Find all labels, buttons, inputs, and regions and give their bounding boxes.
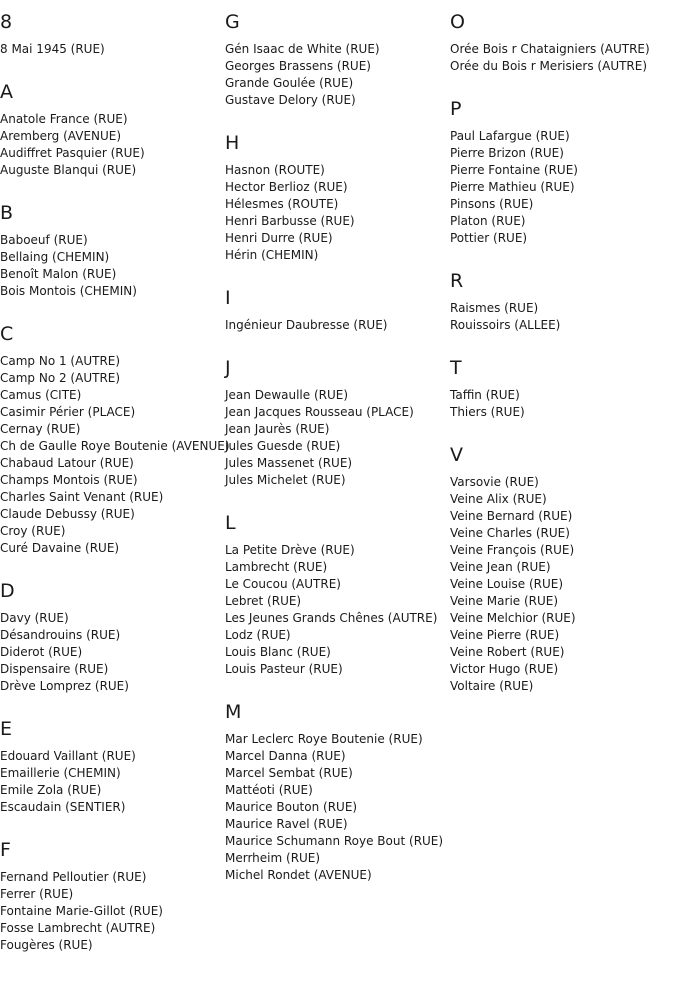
letter-heading: P bbox=[450, 98, 462, 120]
street-link[interactable]: Henri Durre (RUE) bbox=[225, 231, 333, 245]
street-link[interactable]: Michel Rondet (AVENUE) bbox=[225, 868, 372, 882]
street-link[interactable]: Davy (RUE) bbox=[0, 611, 69, 625]
letter-heading: O bbox=[450, 11, 465, 33]
letter-heading: A bbox=[0, 81, 13, 103]
street-link[interactable]: Diderot (RUE) bbox=[0, 645, 83, 659]
street-link[interactable]: Fontaine Marie-Gillot (RUE) bbox=[0, 904, 163, 918]
street-link[interactable]: Ch de Gaulle Roye Boutenie (AVENUE) bbox=[0, 439, 230, 453]
letter-group bbox=[0, 839, 225, 954]
street-link[interactable]: Veine Pierre (RUE) bbox=[450, 628, 560, 642]
street-link[interactable]: Hérin (CHEMIN) bbox=[225, 248, 319, 262]
letter-group bbox=[0, 11, 225, 58]
letter-group bbox=[225, 512, 450, 678]
letter-heading: G bbox=[225, 11, 240, 33]
letter-group bbox=[225, 287, 450, 334]
street-link[interactable]: Pottier (RUE) bbox=[450, 231, 528, 245]
street-link[interactable]: La Petite Drève (RUE) bbox=[225, 543, 355, 557]
street-link[interactable]: Jules Michelet (RUE) bbox=[225, 473, 346, 487]
letter-heading: H bbox=[225, 132, 240, 154]
street-link[interactable]: Champs Montois (RUE) bbox=[0, 473, 138, 487]
letter-group bbox=[450, 270, 675, 334]
street-link[interactable]: Varsovie (RUE) bbox=[450, 475, 539, 489]
street-link[interactable]: Le Coucou (AUTRE) bbox=[225, 577, 341, 591]
street-link[interactable]: Emile Zola (RUE) bbox=[0, 783, 102, 797]
street-link[interactable]: Les Jeunes Grands Chênes (AUTRE) bbox=[225, 611, 438, 625]
street-link[interactable]: Lebret (RUE) bbox=[225, 594, 302, 608]
street-link[interactable]: Emaillerie (CHEMIN) bbox=[0, 766, 121, 780]
street-link[interactable]: Bois Montois (CHEMIN) bbox=[0, 284, 137, 298]
letter-group bbox=[0, 323, 230, 557]
street-link[interactable]: Anatole France (RUE) bbox=[0, 112, 128, 126]
street-link[interactable]: Veine Bernard (RUE) bbox=[450, 509, 573, 523]
letter-heading: L bbox=[225, 512, 236, 534]
street-link[interactable]: Baboeuf (RUE) bbox=[0, 233, 88, 247]
street-link[interactable]: Jules Guesde (RUE) bbox=[225, 439, 341, 453]
letter-group bbox=[0, 718, 225, 816]
street-index-column-2 bbox=[225, 11, 450, 907]
letter-group bbox=[450, 11, 675, 75]
street-link[interactable]: Claude Debussy (RUE) bbox=[0, 507, 135, 521]
letter-heading: E bbox=[0, 718, 13, 740]
letter-group bbox=[0, 81, 225, 179]
street-link[interactable]: Cernay (RUE) bbox=[0, 422, 81, 436]
street-link[interactable]: Georges Brassens (RUE) bbox=[225, 59, 371, 73]
letter-group bbox=[450, 98, 675, 247]
letter-heading: M bbox=[225, 701, 242, 723]
letter-heading: F bbox=[0, 839, 11, 861]
letter-heading: V bbox=[450, 444, 463, 466]
street-link[interactable]: Jean Jaurès (RUE) bbox=[225, 422, 330, 436]
street-link[interactable]: Maurice Bouton (RUE) bbox=[225, 800, 358, 814]
street-link[interactable]: Jean Jacques Rousseau (PLACE) bbox=[225, 405, 414, 419]
letter-group bbox=[450, 444, 675, 695]
street-link[interactable]: Fernand Pelloutier (RUE) bbox=[0, 870, 147, 884]
street-link[interactable]: Veine Alix (RUE) bbox=[450, 492, 547, 506]
street-link[interactable]: Voltaire (RUE) bbox=[450, 679, 534, 693]
letter-group bbox=[225, 357, 450, 489]
street-link[interactable]: Hector Berlioz (RUE) bbox=[225, 180, 348, 194]
letter-group bbox=[225, 11, 450, 109]
street-link[interactable]: Ferrer (RUE) bbox=[0, 887, 74, 901]
street-link[interactable]: Camp No 2 (AUTRE) bbox=[0, 371, 121, 385]
street-link[interactable]: Pierre Fontaine (RUE) bbox=[450, 163, 578, 177]
street-link[interactable]: Curé Davaine (RUE) bbox=[0, 541, 120, 555]
street-link[interactable]: Ingénieur Daubresse (RUE) bbox=[225, 318, 388, 332]
letter-heading: B bbox=[0, 202, 14, 224]
street-link[interactable]: Pinsons (RUE) bbox=[450, 197, 534, 211]
street-link[interactable]: Aremberg (AVENUE) bbox=[0, 129, 122, 143]
letter-heading: R bbox=[450, 270, 464, 292]
street-link[interactable]: Gén Isaac de White (RUE) bbox=[225, 42, 380, 56]
street-link[interactable]: Auguste Blanqui (RUE) bbox=[0, 163, 137, 177]
street-link[interactable]: Charles Saint Venant (RUE) bbox=[0, 490, 164, 504]
street-link[interactable]: Gustave Delory (RUE) bbox=[225, 93, 356, 107]
letter-group bbox=[225, 132, 450, 264]
street-link[interactable]: Victor Hugo (RUE) bbox=[450, 662, 559, 676]
letter-heading: 8 bbox=[0, 11, 13, 33]
letter-heading: T bbox=[450, 357, 462, 379]
street-link[interactable]: Drève Lomprez (RUE) bbox=[0, 679, 129, 693]
street-link[interactable]: Lambrecht (RUE) bbox=[225, 560, 328, 574]
street-link[interactable]: Thiers (RUE) bbox=[450, 405, 525, 419]
street-link[interactable]: Marcel Danna (RUE) bbox=[225, 749, 346, 763]
street-link[interactable]: Merrheim (RUE) bbox=[225, 851, 321, 865]
letter-group bbox=[0, 202, 225, 300]
street-link[interactable]: Veine Robert (RUE) bbox=[450, 645, 565, 659]
letter-group bbox=[0, 580, 225, 695]
street-link[interactable]: Dispensaire (RUE) bbox=[0, 662, 109, 676]
street-link[interactable]: Veine Marie (RUE) bbox=[450, 594, 559, 608]
street-link[interactable]: Louis Blanc (RUE) bbox=[225, 645, 331, 659]
street-link[interactable]: Audiffret Pasquier (RUE) bbox=[0, 146, 145, 160]
letter-heading: C bbox=[0, 323, 14, 345]
street-link[interactable]: Croy (RUE) bbox=[0, 524, 66, 538]
street-link[interactable]: Maurice Schumann Roye Bout (RUE) bbox=[225, 834, 444, 848]
street-index-column-1 bbox=[0, 11, 230, 977]
letter-group bbox=[450, 357, 675, 421]
street-link[interactable]: Benoît Malon (RUE) bbox=[0, 267, 117, 281]
street-link[interactable]: Maurice Ravel (RUE) bbox=[225, 817, 348, 831]
street-link[interactable]: Taffin (RUE) bbox=[450, 388, 520, 402]
street-link[interactable]: Pierre Brizon (RUE) bbox=[450, 146, 564, 160]
street-link[interactable]: Louis Pasteur (RUE) bbox=[225, 662, 343, 676]
street-link[interactable]: Veine Jean (RUE) bbox=[450, 560, 551, 574]
street-link[interactable]: Hasnon (ROUTE) bbox=[225, 163, 325, 177]
street-link[interactable]: Grande Goulée (RUE) bbox=[225, 76, 354, 90]
street-link[interactable]: Paul Lafargue (RUE) bbox=[450, 129, 570, 143]
street-link[interactable]: Bellaing (CHEMIN) bbox=[0, 250, 110, 264]
street-link[interactable]: Orée Bois r Chataigniers (AUTRE) bbox=[450, 42, 650, 56]
street-link[interactable]: Orée du Bois r Merisiers (AUTRE) bbox=[450, 59, 648, 73]
street-link[interactable]: Jules Massenet (RUE) bbox=[225, 456, 353, 470]
street-link[interactable]: Désandrouins (RUE) bbox=[0, 628, 121, 642]
street-link[interactable]: Hélesmes (ROUTE) bbox=[225, 197, 339, 211]
street-link[interactable]: Jean Dewaulle (RUE) bbox=[225, 388, 349, 402]
letter-group bbox=[225, 701, 450, 884]
street-index-column-3 bbox=[450, 11, 675, 718]
street-link[interactable]: Veine Louise (RUE) bbox=[450, 577, 564, 591]
street-link[interactable]: Escaudain (SENTIER) bbox=[0, 800, 126, 814]
street-link[interactable]: Rouissoirs (ALLEE) bbox=[450, 318, 561, 332]
street-link[interactable]: Veine Melchior (RUE) bbox=[450, 611, 576, 625]
street-link[interactable]: Chabaud Latour (RUE) bbox=[0, 456, 134, 470]
letter-heading: I bbox=[225, 287, 231, 309]
street-link[interactable]: Edouard Vaillant (RUE) bbox=[0, 749, 136, 763]
street-link[interactable]: Platon (RUE) bbox=[450, 214, 526, 228]
street-link[interactable]: Lodz (RUE) bbox=[225, 628, 291, 642]
street-link[interactable]: 8 Mai 1945 (RUE) bbox=[0, 42, 105, 56]
street-link[interactable]: Henri Barbusse (RUE) bbox=[225, 214, 355, 228]
street-link[interactable]: Mattéoti (RUE) bbox=[225, 783, 313, 797]
letter-heading: D bbox=[0, 580, 15, 602]
street-link[interactable]: Camp No 1 (AUTRE) bbox=[0, 354, 121, 368]
letter-heading: J bbox=[225, 357, 231, 379]
street-link[interactable]: Mar Leclerc Roye Boutenie (RUE) bbox=[225, 732, 423, 746]
street-link[interactable]: Raismes (RUE) bbox=[450, 301, 539, 315]
street-link[interactable]: Pierre Mathieu (RUE) bbox=[450, 180, 575, 194]
street-link[interactable]: Veine Charles (RUE) bbox=[450, 526, 570, 540]
street-link[interactable]: Camus (CITE) bbox=[0, 388, 82, 402]
street-link[interactable]: Fosse Lambrecht (AUTRE) bbox=[0, 921, 156, 935]
street-link[interactable]: Casimir Périer (PLACE) bbox=[0, 405, 136, 419]
street-link[interactable]: Fougères (RUE) bbox=[0, 938, 93, 952]
street-link[interactable]: Veine François (RUE) bbox=[450, 543, 575, 557]
street-link[interactable]: Marcel Sembat (RUE) bbox=[225, 766, 353, 780]
